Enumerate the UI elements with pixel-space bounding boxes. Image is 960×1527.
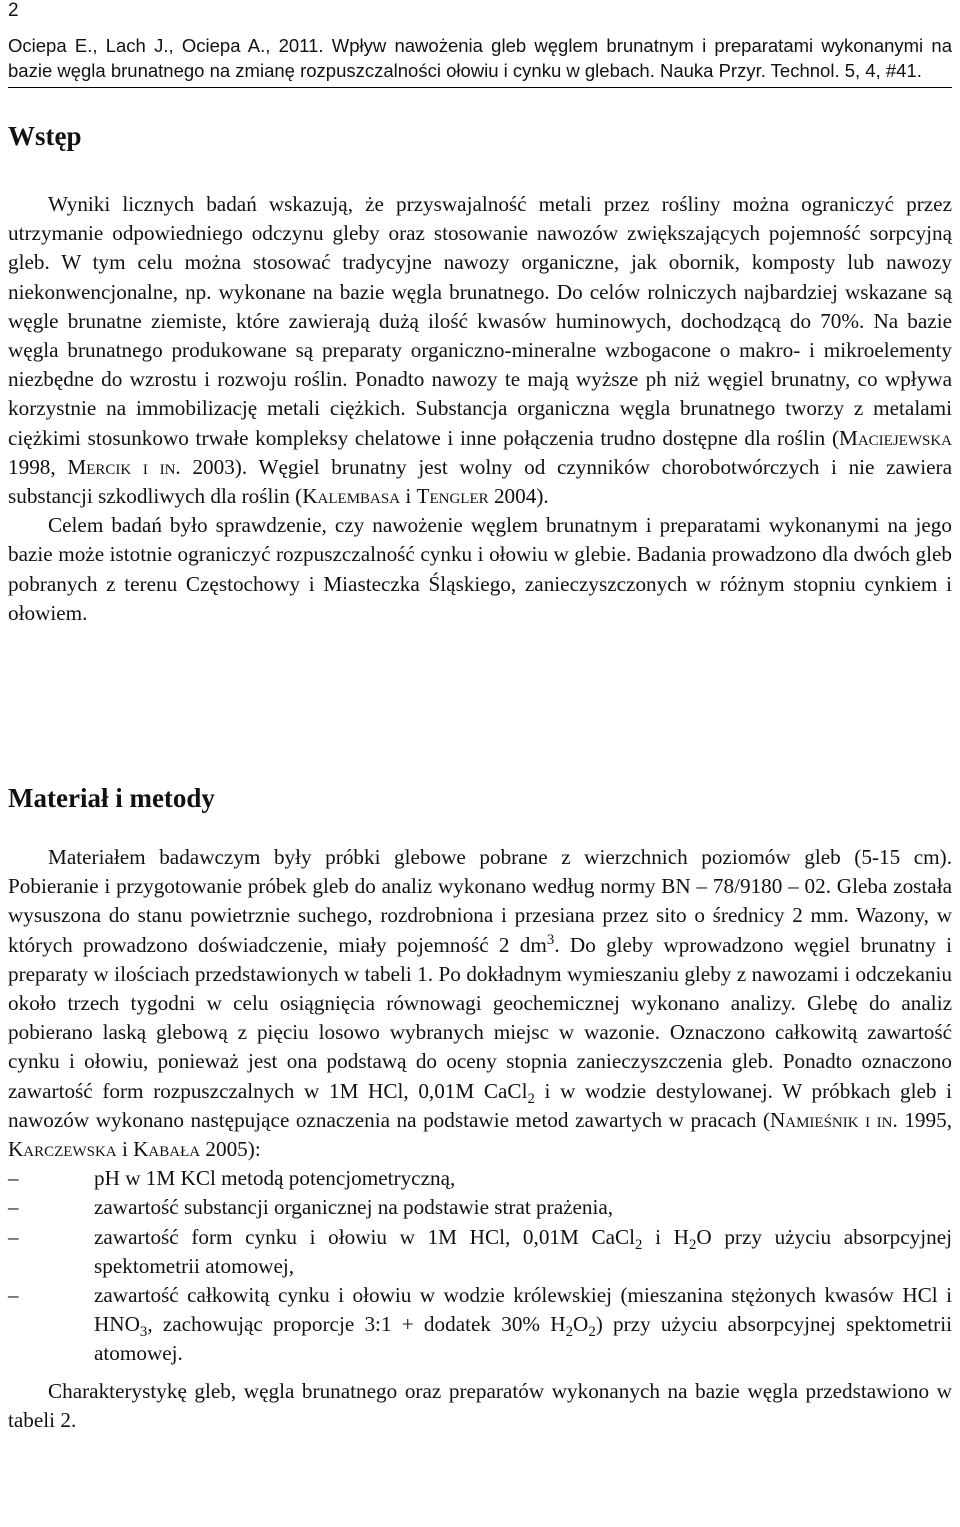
section-heading-material-i-metody: Materiał i metody: [8, 783, 215, 813]
citation-author: Karczewska: [8, 1137, 117, 1162]
paragraph: Wyniki licznych badań wskazują, że przyswajalność metali przez rośliny można ograniczyć przez utrzymanie odpowiedniego odczynu gleby oraz stosowanie nawozów zwiększających pojemność sorpcyjną gleb. W tym celu można stosować tradycyjne nawozy organiczne, jak obornik, komposty lub nawozy niekonwencjonalne, np. wykonane na bazie węgla brunatnego. Do celów rolniczych najbardziej wskazane są węgle brunatne ziemiste, które zawierają dużą ilość kwasów huminowych, dochodzącą do 70%. Na bazie węgla brunatnego produkowane są preparaty organiczno-mineralne wzbogacone o makro- i mikroelementy niezbędne do wzrostu i rozwoju roślin. Ponadto nawozy te mają wyższe ph niż węgiel brunatny, co wpływa korzystnie na immobilizację metali ciężkich. Substancja organiczna węgla brunatnego tworzy z metalami ciężkimi stosunkowo trwałe kompleksy chelatowe i inne połączenia trudno dostępne dla roślin (Maciejewska 1998, Mercik i in. 2003). Węgiel brunatny jest wolny od czynników chorobotwórczych i nie zawiera substancji szkodliwych dla roślin (Kalembasa i Tengler 2004).: [8, 192, 953, 509]
methods-list: [8, 1164, 952, 1368]
running-header-line2: bazie węgla brunatnego na zmianę rozpuszczalności ołowiu i cynku w glebach. Nauka Przyr. Technol. 5, 4, #41.: [8, 60, 922, 81]
section-body-material-i-metody: [8, 843, 952, 1435]
list-item: – zawartość całkowitą cynku i ołowiu w wodzie królewskiej (mieszanina stężonych kwasów HCl i $HNO_3$, zachowując proporcje 3:1 + dodatek 30% $H_2O_2$) przy użyciu absorpcyjnej spektometrii atomowej.: [8, 1283, 952, 1366]
running-header-line1: Ociepa E., Lach J., Ociepa A., 2011. Wpływ nawożenia gleb węglem brunatnym i preparatami wykonanymi na: [8, 35, 952, 56]
list-item: – pH w 1M KCl metodą potencjometryczną,: [8, 1166, 456, 1191]
page-number: 2: [8, 0, 19, 21]
section-body-wstep: [8, 190, 952, 628]
citation-author: Tengler: [416, 484, 489, 509]
list-item: – zawartość substancji organicznej na podstawie strat prażenia,: [8, 1195, 614, 1220]
citation-author: Kabała: [133, 1137, 201, 1162]
paragraph: Celem badań było sprawdzenie, czy nawożenie węglem brunatnym i preparatami wykonanymi na jego bazie może istotnie ograniczyć rozpuszczalność cynku i ołowiu w glebie. Badania prowadzono dla dwóch gleb pobranych z terenu Częstochowy i Miasteczka Śląskiego, zanieczyszczonych w różnym stopniu cynkiem i ołowiem.: [8, 513, 952, 625]
section-heading-wstep: Wstęp: [8, 121, 82, 151]
citation-author: Mercik i in.: [67, 454, 181, 479]
citation-author: Kalembasa: [302, 484, 401, 509]
list-item: – zawartość form cynku i ołowiu w 1M HCl, 0,01M CaCl$_2$ i $H_2O$ przy użyciu absorpcyjnej spektometrii atomowej,: [8, 1224, 952, 1278]
citation-author: Namieśnik i in.: [769, 1107, 898, 1132]
citation-author: Maciejewska: [839, 425, 952, 450]
paragraph: Materiałem badawczym były próbki glebowe pobrane z wierzchnich poziomów gleb (5-15 cm). Pobieranie i przygotowanie próbek gleb do analiz wykonano według normy BN – 78/9180 – 02. Gleba została wysuszona do stanu powietrznie suchego, rozdrobniona i przesiana przez sito o średnicy 2 mm. Wazony, w których prowadzono doświadczenie, miały pojemność 2 $dm^3$. Do gleby wprowadzono węgiel brunatny i preparaty w ilościach przedstawionych w tabeli 1. Po dokładnym wymieszaniu gleby z nawozami i odczekaniu około trzech tygodni w celu osiągnięcia równowagi geochemicznej wykonano analizy. Glebę do analiz pobierano laską glebową z pięciu losowo wybranych miejsc w wazonie. Oznaczono całkowitą zawartość cynku i ołowiu, ponieważ jest ona podstawą do oceny stopnia zanieczyszczenia gleb. Ponadto oznaczono zawartość form rozpuszczalnych w 1M HCl, 0,01M CaCl$_2$ i w wodzie destylowanej. W próbkach gleb i nawozów wykonano następujące oznaczenia na podstawie metod zawartych w pracach (Namieśnik i in. 1995, Karczewska i Kabała 2005):: [8, 845, 952, 1162]
running-header: [8, 33, 952, 88]
paragraph: Charakterystykę gleb, węgla brunatnego oraz preparatów wykonanych na bazie węgla przedstawiono w tabeli 2.: [8, 1378, 952, 1432]
